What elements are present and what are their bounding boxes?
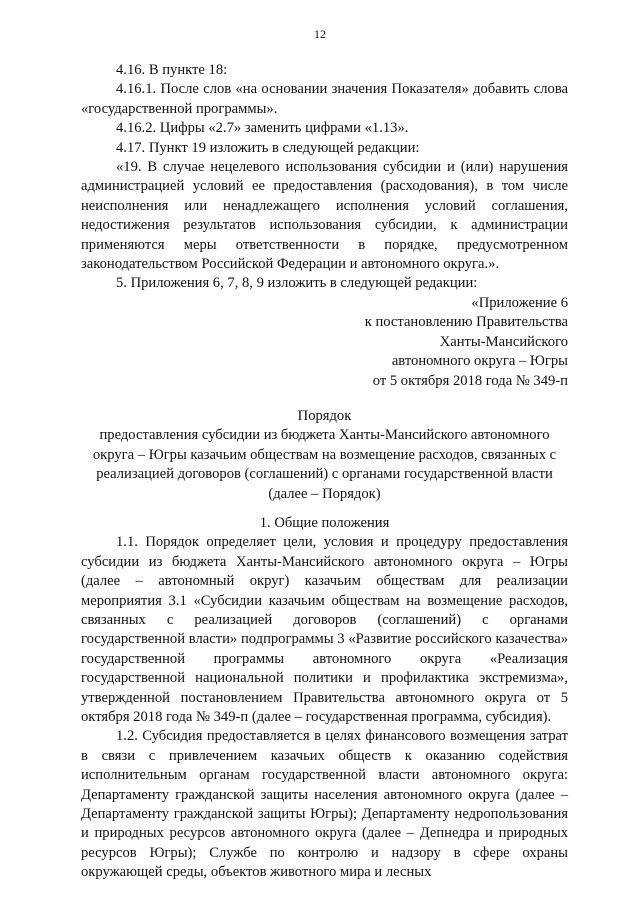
document-body: [81, 61, 568, 883]
appendix-line: Ханты-Мансийского: [439, 333, 568, 350]
appendix-block: [81, 294, 568, 391]
paragraph: «19. В случае нецелевого использования субсидии и (или) нарушения администрацией условий ее предоставления (расходования), в том числе неисполнения или ненадлежащего исполнения условий соглашения, недостижения результатов использования субсидии, к администрации применяются меры ответственности в порядке, предусмотренном законодательством Российской Федерации и автономного округа.».: [81, 159, 568, 273]
paragraph: 4.16.2. Цифры «2.7» заменить цифрами «1.13».: [116, 120, 409, 137]
paragraph: 4.16.1. После слов «на основании значения Показателя» добавить слова «государственной программы».: [81, 81, 568, 117]
section-heading: 1. Общие положения: [259, 514, 390, 531]
document-title: Порядок: [297, 407, 352, 424]
appendix-line: автономного округа – Югры: [391, 353, 568, 370]
document-subtitle: предоставления субсидии из бюджета Ханты-Мансийского автономного округа – Югры казачьим обществам на возмещение расходов, связанных с реализацией договоров (соглашений) с органами государственной власти: [92, 427, 557, 483]
appendix-line: «Приложение 6: [471, 294, 568, 311]
document-title-block: [81, 407, 568, 504]
paragraph: 4.17. Пункт 19 изложить в следующей редакции:: [116, 139, 420, 156]
appendix-line: от 5 октября 2018 года № 349-п: [372, 372, 568, 389]
page-number: 12: [314, 27, 326, 41]
paragraph: 1.1. Порядок определяет цели, условия и процедуру предоставления субсидии из бюджета Ханты-Мансийского автономного округа – Югры (далее – автономный округ) казачьим обществам для реализации мероприятия 3.1 «Субсидии казачьим обществам на возмещение расходов, связанных с реализацией договоров (соглашений) с органами государственной власти» подпрограммы 3 «Развитие российского казачества» государственной программы автономного округа «Реализация государственной национальной политики и профилактика экстремизма», утвержденной постановлением Правительства автономного округа от 5 октября 2018 года № 349-п (далее – государственная программа, субсидия).: [81, 534, 568, 725]
section-general-provisions: [81, 514, 568, 883]
paragraph: 1.2. Субсидия предоставляется в целях финансового возмещения затрат в связи с привлечением казачьих обществ к оказанию содействия исполнительным органам государственной власти автономного округа: Департаменту гражданской защиты населения автономного округа (далее – Департаменту гражданской защиты Югры); Департаменту недропользования и природных ресурсов автономного округа (далее – Депнедра и природных ресурсов Югры); Службе по контролю и надзору в сфере охраны окружающей среды, объектов животного мира и лесных: [81, 728, 568, 881]
appendix-line: к постановлению Правительства: [364, 314, 568, 331]
document-title-note: (далее – Порядок): [268, 485, 381, 502]
paragraph: 4.16. В пункте 18:: [116, 62, 228, 78]
paragraph: 5. Приложения 6, 7, 8, 9 изложить в следующей редакции:: [116, 275, 478, 292]
